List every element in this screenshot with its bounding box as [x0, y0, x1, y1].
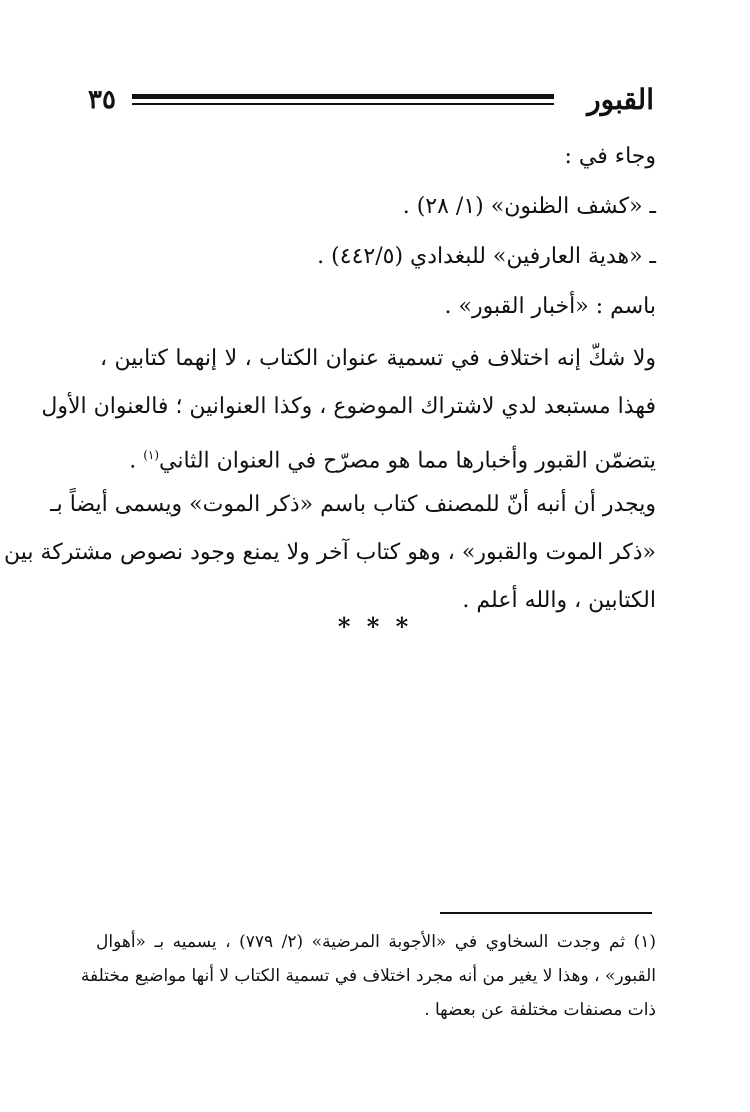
header-rule-thick [132, 94, 554, 99]
page-number: ٣٥ [88, 85, 116, 115]
footnote-line: (١) ثم وجدت السخاوي في «الأجوبة المرضية» (٢/ ٧٧٩) ، يسميه بـ «أهوال [96, 932, 656, 952]
text-line-with-footnote [129, 438, 656, 472]
footnote-rule [440, 912, 652, 914]
text-line: ـ «كشف الظنون» (١/ ٢٨) . [402, 194, 656, 219]
text-line: وجاء في : [564, 144, 656, 169]
text-line: باسم : «أخبار القبور» . [444, 294, 656, 319]
text-line: ولا شكّ إنه اختلاف في تسمية عنوان الكتاب ، لا إنهما كتابين ، [100, 346, 656, 371]
text-line: «ذكر الموت والقبور» ، وهو كتاب آخر ولا يمنع وجود نصوص مشتركة بين [4, 540, 656, 565]
text-line-content: يتضمّن القبور وأخبارها مما هو مصرّح في العنوان الثاني [159, 448, 656, 474]
text-line-end: . [129, 448, 144, 474]
footnote-line: ذات مصنفات مختلفة عن بعضها . [424, 1000, 656, 1020]
section-separator: * * * [337, 612, 413, 641]
header-rule-thin [132, 103, 554, 105]
text-line: ـ «هدية العارفين» للبغدادي (٤٤٢/٥) . [317, 244, 656, 269]
text-line: فهذا مستبعد لدي لاشتراك الموضوع ، وكذا العنوانين ؛ فالعنوان الأول [41, 394, 656, 419]
footnote-line: القبور» ، وهذا لا يغير من أنه مجرد اختلاف في تسمية الكتاب لا أنها مواضيع مختلفة [80, 966, 656, 986]
text-line: الكتابين ، والله أعلم . [462, 588, 656, 613]
text-line: ويجدر أن أنبه أنّ للمصنف كتاب باسم «ذكر الموت» ويسمى أيضاً بـ [50, 492, 656, 517]
footnote-marker: (١) [143, 448, 160, 462]
header-rule [132, 94, 554, 106]
running-title: القبور [587, 83, 654, 116]
page-header [88, 82, 654, 122]
